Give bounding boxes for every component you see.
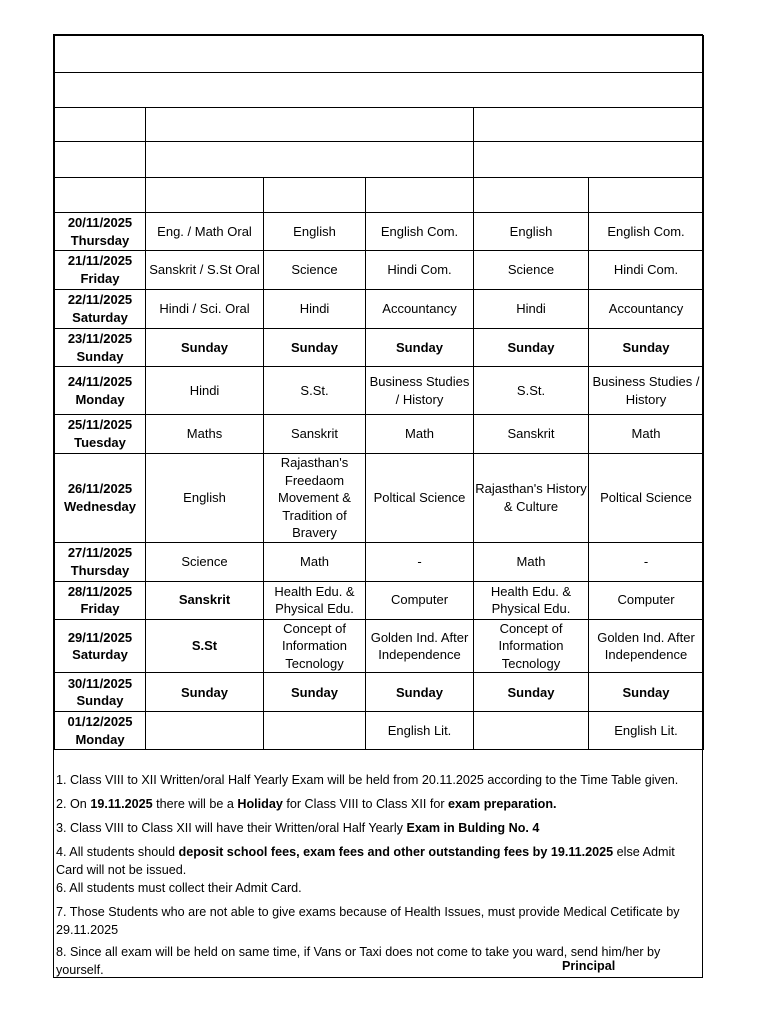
subject-cell: Hindi Com. [366, 251, 474, 290]
subject-cell: Math [264, 542, 366, 581]
note-3 [56, 819, 700, 837]
date-cell [55, 712, 146, 750]
date-cell [55, 415, 146, 454]
header-cell [264, 178, 366, 213]
schedule-row [55, 619, 704, 673]
header-cell [589, 178, 704, 213]
subject-cell: Sunday [366, 673, 474, 712]
subject-cell: Sunday [474, 329, 589, 367]
subject-cell: Math [366, 415, 474, 454]
subject-cell: English [146, 454, 264, 543]
day-text: Tuesday [74, 435, 126, 450]
date-text: 20/11/2025 [67, 214, 133, 230]
schedule-row [55, 329, 704, 367]
subject-cell: Hindi [264, 290, 366, 329]
schedule-row [55, 581, 704, 619]
subject-cell: Poltical Science [589, 454, 704, 543]
subject-cell: Maths [146, 415, 264, 454]
note-8: 8. Since all exam will be held on same time, if Vans or Taxi does not come to take you ward, send him/her by yourself. [56, 945, 661, 977]
notes-section [56, 771, 700, 985]
subject-cell: Sunday [474, 673, 589, 712]
note-2 [56, 795, 700, 813]
date-cell [55, 454, 146, 543]
subject-cell: Sanskrit [264, 415, 366, 454]
date-text: 21/11/2025 [67, 253, 133, 269]
subject-cell: Accountancy [589, 290, 704, 329]
note-fees: deposit school fees, exam fees and other outstanding fees by 19.11.2025 [178, 845, 614, 859]
subject-cell: - [589, 542, 704, 581]
subject-cell: Sunday [589, 329, 704, 367]
schedule-row [55, 454, 704, 543]
subject-cell: Computer [366, 581, 474, 619]
schedule-row [55, 542, 704, 581]
subject-cell: Hindi [474, 290, 589, 329]
subject-cell: Sunday [264, 673, 366, 712]
note-building: Exam in Bulding No. 4 [406, 821, 540, 835]
note-text: there will be a [152, 797, 238, 811]
date-cell [55, 619, 146, 673]
subject-cell: Sunday [589, 673, 704, 712]
subject-cell: Concept of Information Tecnology [474, 619, 589, 673]
subject-cell: Rajasthan's History & Culture [474, 454, 589, 543]
day-text: Thursday [70, 562, 130, 578]
date-text: 22/11/2025 [67, 292, 133, 308]
date-text: 29/11/2025 [67, 629, 133, 645]
subject-cell: Accountancy [366, 290, 474, 329]
header-row-blank [55, 142, 704, 178]
note-7: 7. Those Students who are not able to give exams because of Health Issues, must provide Medical Cetificate by 29.11.2025 [56, 905, 680, 937]
subject-cell: Computer [589, 581, 704, 619]
subject-cell [264, 712, 366, 750]
note-text: else Admit Card will not be issued. [56, 845, 675, 877]
subject-cell: Sanskrit / S.St Oral [146, 251, 264, 290]
header-row-blank [55, 178, 704, 213]
date-text: 27/11/2025 [67, 545, 133, 561]
subject-cell: Health Edu. & Physical Edu. [474, 581, 589, 619]
note-date: 19.11.2025 [90, 797, 153, 811]
subject-cell: English Com. [589, 213, 704, 251]
subject-cell: Sunday [366, 329, 474, 367]
subject-cell [474, 712, 589, 750]
schedule-row [55, 251, 704, 290]
date-text: 23/11/2025 [67, 330, 133, 346]
day-text: Saturday [72, 310, 128, 325]
header-cell [146, 178, 264, 213]
timetable-sheet [53, 34, 703, 978]
header-row-blank [55, 73, 704, 108]
subject-cell: S.St. [474, 367, 589, 415]
subject-cell: Hindi Com. [589, 251, 704, 290]
subject-cell: Hindi / Sci. Oral [146, 290, 264, 329]
note-text: 2. On [56, 797, 91, 811]
schedule-row [55, 673, 704, 712]
day-text: Monday [75, 391, 125, 407]
subject-cell: Science [474, 251, 589, 290]
day-text: Saturday [72, 647, 128, 663]
note-holiday: Holiday [237, 797, 283, 811]
header-row-blank [55, 36, 704, 73]
subject-cell: Eng. / Math Oral [146, 213, 264, 251]
schedule-row [55, 213, 704, 251]
date-cell [55, 673, 146, 712]
subject-cell: Business Studies / History [589, 367, 704, 415]
note-1: 1. Class VIII to XII Written/oral Half Yearly Exam will be held from 20.11.2025 according to the Time Table given. [56, 773, 679, 787]
subject-cell: Sanskrit [146, 581, 264, 619]
subject-cell: Hindi [146, 367, 264, 415]
subject-cell: English Lit. [589, 712, 704, 750]
header-cell [55, 178, 146, 213]
schedule-row [55, 712, 704, 750]
subject-cell: - [366, 542, 474, 581]
header-cell [146, 142, 474, 178]
header-cell [55, 73, 704, 108]
subject-cell: English Lit. [366, 712, 474, 750]
date-cell [55, 290, 146, 329]
subject-cell: Science [264, 251, 366, 290]
schedule-row [55, 415, 704, 454]
subject-cell: Health Edu. & Physical Edu. [264, 581, 366, 619]
date-text: 26/11/2025 [67, 481, 133, 497]
subject-cell: Sunday [264, 329, 366, 367]
header-cell [474, 108, 704, 142]
day-text: Sunday [76, 348, 124, 364]
day-text: Thursday [70, 232, 130, 248]
header-cell [474, 178, 589, 213]
date-cell [55, 542, 146, 581]
note-4 [56, 843, 700, 879]
principal-signature: Principal [562, 959, 616, 973]
date-cell [55, 213, 146, 251]
note-text: for Class VIII to Class XII for [282, 797, 449, 811]
subject-cell: Science [146, 542, 264, 581]
header-cell [474, 142, 704, 178]
header-cell [55, 142, 146, 178]
subject-cell: Golden Ind. After Independence [366, 619, 474, 673]
date-text: 01/12/2025 [67, 714, 133, 730]
day-text: Friday [80, 601, 120, 617]
header-cell [366, 178, 474, 213]
note-text: 3. Class VIII to Class XII will have their Written/oral Half Yearly [56, 821, 407, 835]
header-cell [55, 36, 704, 73]
subject-cell [146, 712, 264, 750]
subject-cell: English Com. [366, 213, 474, 251]
date-text: 25/11/2025 [67, 417, 133, 433]
day-text: Wednesday [63, 498, 136, 514]
exam-timetable [54, 35, 704, 750]
date-cell [55, 251, 146, 290]
day-text: Friday [80, 271, 120, 286]
date-cell [55, 367, 146, 415]
date-text: 28/11/2025 [67, 583, 133, 599]
subject-cell: Poltical Science [366, 454, 474, 543]
subject-cell: Golden Ind. After Independence [589, 619, 704, 673]
day-text: Sunday [76, 693, 124, 709]
day-text: Monday [75, 731, 125, 747]
subject-cell: English [264, 213, 366, 251]
subject-cell: Sunday [146, 673, 264, 712]
header-cell [146, 108, 474, 142]
note-6: 6. All students must collect their Admit Card. [56, 881, 302, 895]
header-cell [55, 108, 146, 142]
subject-cell: Math [589, 415, 704, 454]
subject-cell: S.St. [264, 367, 366, 415]
date-cell [55, 581, 146, 619]
subject-cell: Math [474, 542, 589, 581]
subject-cell: Sanskrit [474, 415, 589, 454]
subject-cell: Business Studies / History [366, 367, 474, 415]
subject-cell: Sunday [146, 329, 264, 367]
header-row-blank [55, 108, 704, 142]
note-exam-prep: exam preparation. [448, 797, 557, 811]
date-text: 30/11/2025 [67, 675, 133, 691]
subject-cell: S.St [146, 619, 264, 673]
note-text: 4. All students should [56, 845, 179, 859]
subject-cell: English [474, 213, 589, 251]
date-cell [55, 329, 146, 367]
subject-cell: Concept of Information Tecnology [264, 619, 366, 673]
subject-cell: Rajasthan's Freedaom Movement & Tradition of Bravery [264, 454, 366, 543]
schedule-row [55, 290, 704, 329]
schedule-row [55, 367, 704, 415]
date-text: 24/11/2025 [67, 373, 133, 389]
